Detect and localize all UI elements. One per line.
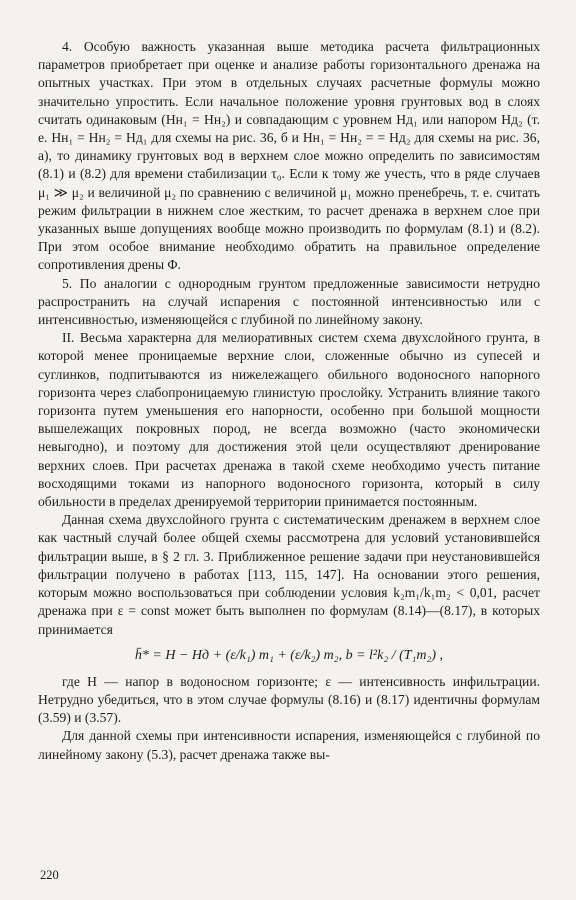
- paragraph-scheme: Данная схема двухслойного грунта с систематическим дренажем в верхнем слое как частный случай более общей схемы рассмотрена для условий установившейся фильтрации выше, в § 2 гл. 3. Приближенное решение задачи при неустановившейся фильтрации получено в работах [113, 115, 147]. На основании этого решения, которым можно воспользоваться при соблюдении условия k₂m₁/k₁m₂ < 0,01, расчет дренажа при ε = const может быть выполнен по формулам (8.14)—(8.17), в которых принимается: [38, 512, 540, 637]
- page-number: 220: [40, 868, 59, 882]
- formula: h̄* = H − Hд + (ε/k₁) m₁ + (ε/k₂) m₂, b = l²k₂ / (T₁m₂) ,: [134, 647, 444, 663]
- paragraph-5: 5. По аналогии с однородным грунтом предложенные зависимости нетрудно распространить на случай испарения с постоянной интенсивностью или с интенсивностью, изменяющейся с глубиной по линейному закону.: [38, 275, 540, 328]
- paragraph-4: 4. Особую важность указанная выше методика расчета фильтрационных параметров приобретает при оценке и анализе работы горизонтального дренажа на опытных участках. При этом в отдельных случаях расчетные формулы можно значительно упростить. Если начальное положение уровня грунтовых вод в слоях считать одинаковым (Hн₁ = Hн₂) и совпадающим с уровнем Hд₁ или напором Hд₂ (т. е. Hн₁ = Hн₂ = Hд₁ для схемы на рис. 36, б и Hн₁ = Hн₂ = = Hд₂ для схемы на рис. 36, а), то динамику грунтовых вод в верхнем слое можно определить по зависимостям (8.1) и (8.2) для времени стабилизации τ₀. Если к тому же учесть, что в ряде случаев μ₁ ≫ μ₂ и величиной μ₂ по сравнению с величиной μ₁ можно пренебречь, т. е. считать режим фильтрации в нижнем слое жестким, то расчет дренажа в верхнем слое при указанных выше допущениях вообще можно производить по формулам (8.1) и (8.2). При этом особое внимание необходимо обратить на правильное определение сопротивления дрены Φ.: [38, 39, 540, 273]
- paragraph-where: где H — напор в водоносном горизонте; ε — интенсивность инфильтрации. Нетрудно убедиться, что в этом случае формулы (8.16) и (8.17) идентичны формулам (3.59) и (3.57).: [38, 673, 540, 726]
- paragraph-II: II. Весьма характерна для мелиоративных систем схема двухслойного грунта, в которой менее проницаемые верхние слои, сложенные обычно из супесей и суглинков, подпитываются из нижележащего обильного водоносного напорного горизонта через слабопроницаемую глинистую прослойку. Устранить влияние такого горизонта путем уменьшения его напорности, особенно при большой мощности вышележащих покровных пород, не всегда возможно (часто экономически невыгодно), и поэтому для достижения этой цели осуществляют дренирование верхних слоев. При расчетах дренажа в такой схеме необходимо учесть питание восходящими токами из напорного водоносного горизонта, который в силу обильности в пределах дренируемой территории принимается постоянным.: [38, 330, 540, 510]
- paragraph-evaporation: Для данной схемы при интенсивности испарения, изменяющейся с глубиной по линейному закону (5.3), расчет дренажа также вы-: [38, 728, 540, 762]
